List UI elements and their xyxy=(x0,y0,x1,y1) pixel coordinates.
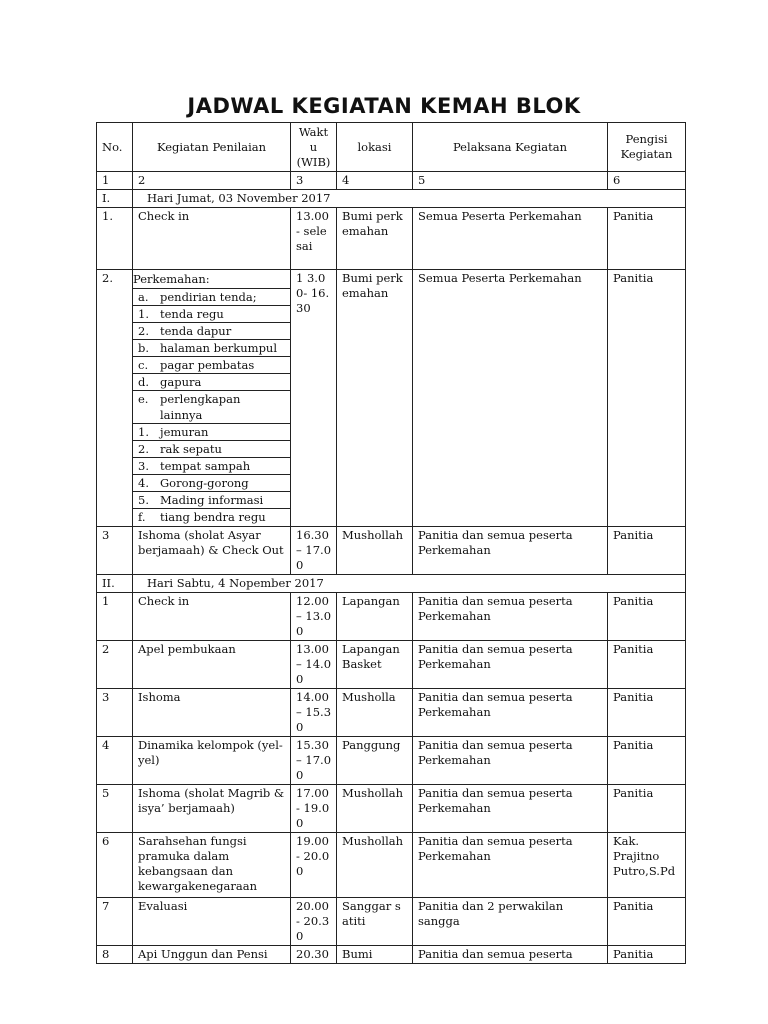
list-text: tenda dapur xyxy=(160,324,232,338)
header-kegiatan: Kegiatan Penilaian xyxy=(133,123,291,172)
list-text: perlengkapan lainnya xyxy=(160,392,241,422)
pelaksana-cell: Panitia dan semua peserta xyxy=(413,946,608,964)
pelaksana-cell: Panitia dan semua peserta Perkemahan xyxy=(413,785,608,833)
row-number: 4 xyxy=(97,737,133,785)
list-marker: c. xyxy=(138,358,149,372)
table-row xyxy=(97,270,686,527)
column-number: 6 xyxy=(608,172,686,190)
column-number: 3 xyxy=(291,172,337,190)
list-marker: b. xyxy=(138,341,150,355)
row-number: 1. xyxy=(97,208,133,270)
list-item xyxy=(133,374,290,391)
kegiatan-cell: Ishoma (sholat Asyar berjamaah) & Check Out xyxy=(133,527,291,575)
list-item xyxy=(133,458,290,475)
list-item xyxy=(133,391,290,424)
section-number: II. xyxy=(97,575,133,593)
list-item xyxy=(133,357,290,374)
row-number: 2 xyxy=(97,641,133,689)
kegiatan-detail xyxy=(133,271,290,525)
list-text: tiang bendra regu xyxy=(160,510,266,524)
list-text: Mading informasi xyxy=(160,493,264,507)
kegiatan-text: Perkemahan: xyxy=(133,271,291,289)
table-row xyxy=(97,208,686,270)
header-pelaksana: Pelaksana Kegiatan xyxy=(413,123,608,172)
list-item xyxy=(133,306,290,323)
pengisi-cell: Kak. Prajitno Putro,S.Pd xyxy=(608,833,686,898)
section-number: I. xyxy=(97,190,133,208)
pelaksana-cell: Semua Peserta Perkemahan xyxy=(413,270,608,527)
list-item xyxy=(133,509,290,525)
kegiatan-cell: Api Unggun dan Pensi xyxy=(133,946,291,964)
row-number: 7 xyxy=(97,898,133,946)
list-text: pagar pembatas xyxy=(160,358,255,372)
waktu-cell: 1 3.00- 16.30 xyxy=(291,270,337,527)
pelaksana-cell: Panitia dan 2 perwakilan sangga xyxy=(413,898,608,946)
list-marker: 4. xyxy=(138,476,149,490)
table-row xyxy=(97,898,686,946)
list-marker: e. xyxy=(138,392,149,406)
waktu-cell: 17.00 - 19.00 xyxy=(291,785,337,833)
kegiatan-cell: Apel pembukaan xyxy=(133,641,291,689)
lokasi-cell: Bumi perkemahan xyxy=(337,208,413,270)
list-text: halaman berkumpul xyxy=(160,341,278,355)
header-waktu: Wakt u (WIB) xyxy=(291,123,337,172)
page-title: JADWAL KEGIATAN KEMAH BLOK xyxy=(187,94,581,118)
list-text: gapura xyxy=(160,375,202,389)
column-number: 2 xyxy=(133,172,291,190)
column-number: 5 xyxy=(413,172,608,190)
pengisi-cell: Panitia xyxy=(608,785,686,833)
waktu-cell: 13.00 - selesai xyxy=(291,208,337,270)
lokasi-cell: Mushollah xyxy=(337,833,413,898)
list-item xyxy=(133,323,290,340)
pelaksana-cell: Panitia dan semua peserta Perkemahan xyxy=(413,833,608,898)
row-number: 3 xyxy=(97,689,133,737)
pelaksana-cell: Panitia dan semua peserta Perkemahan xyxy=(413,527,608,575)
waktu-cell: 19.00 - 20.00 xyxy=(291,833,337,898)
pelaksana-cell: Panitia dan semua peserta Perkemahan xyxy=(413,689,608,737)
list-text: Gorong-gorong xyxy=(160,476,249,490)
list-marker: 5. xyxy=(138,493,149,507)
list-marker: 1. xyxy=(138,425,149,439)
lokasi-cell: Panggung xyxy=(337,737,413,785)
pengisi-cell: Panitia xyxy=(608,898,686,946)
list-item xyxy=(133,340,290,357)
kegiatan-cell: Check in xyxy=(133,208,291,270)
kegiatan-sublist xyxy=(133,289,290,525)
pengisi-cell: Panitia xyxy=(608,689,686,737)
kegiatan-cell: Evaluasi xyxy=(133,898,291,946)
list-marker: 1. xyxy=(138,307,149,321)
table-row xyxy=(97,593,686,641)
lokasi-cell: Bumi xyxy=(337,946,413,964)
list-marker: f. xyxy=(138,510,146,524)
lokasi-cell: Mushollah xyxy=(337,785,413,833)
table-row xyxy=(97,946,686,964)
list-item xyxy=(133,475,290,492)
lokasi-cell: Lapangan xyxy=(337,593,413,641)
pengisi-cell: Panitia xyxy=(608,946,686,964)
section-label: Hari Sabtu, 4 Nopember 2017 xyxy=(133,575,686,593)
pengisi-cell: Panitia xyxy=(608,641,686,689)
list-marker: a. xyxy=(138,290,149,304)
column-number: 1 xyxy=(97,172,133,190)
row-number: 3 xyxy=(97,527,133,575)
kegiatan-cell: Sarahsehan fungsi pramuka dalam kebangsaan dan kewargakenegaraan xyxy=(133,833,291,898)
lokasi-cell: Lapangan Basket xyxy=(337,641,413,689)
pelaksana-cell: Semua Peserta Perkemahan xyxy=(413,208,608,270)
waktu-cell: 14.00 – 15.30 xyxy=(291,689,337,737)
header-lokasi: lokasi xyxy=(337,123,413,172)
section-row xyxy=(97,575,686,593)
list-item xyxy=(133,424,290,441)
list-text: tempat sampah xyxy=(160,459,251,473)
pengisi-cell: Panitia xyxy=(608,527,686,575)
list-item xyxy=(133,441,290,458)
waktu-cell: 15.30 – 17.00 xyxy=(291,737,337,785)
list-marker: d. xyxy=(138,375,150,389)
column-number: 4 xyxy=(337,172,413,190)
row-number: 6 xyxy=(97,833,133,898)
waktu-cell: 12.00 – 13.00 xyxy=(291,593,337,641)
row-number: 1 xyxy=(97,593,133,641)
header-no: No. xyxy=(97,123,133,172)
table-row xyxy=(97,833,686,898)
pengisi-cell: Panitia xyxy=(608,208,686,270)
header-pengisi: Pengisi Kegiatan xyxy=(608,123,686,172)
table-row xyxy=(97,689,686,737)
kegiatan-cell xyxy=(133,270,291,527)
pelaksana-cell: Panitia dan semua peserta Perkemahan xyxy=(413,737,608,785)
kegiatan-cell: Dinamika kelompok (yel-yel) xyxy=(133,737,291,785)
list-text: pendirian tenda; xyxy=(160,290,257,304)
row-number: 8 xyxy=(97,946,133,964)
section-row xyxy=(97,190,686,208)
pengisi-cell: Panitia xyxy=(608,593,686,641)
waktu-cell: 16.30 – 17.00 xyxy=(291,527,337,575)
waktu-cell: 20.30 xyxy=(291,946,337,964)
list-marker: 2. xyxy=(138,442,149,456)
list-text: rak sepatu xyxy=(160,442,222,456)
table-row xyxy=(97,641,686,689)
list-item xyxy=(133,289,290,306)
kegiatan-cell: Ishoma (sholat Magrib & isya’ berjamaah) xyxy=(133,785,291,833)
list-marker: 2. xyxy=(138,324,149,338)
lokasi-cell: Bumi perkemahan xyxy=(337,270,413,527)
kegiatan-cell: Check in xyxy=(133,593,291,641)
pelaksana-cell: Panitia dan semua peserta Perkemahan xyxy=(413,641,608,689)
pengisi-cell: Panitia xyxy=(608,737,686,785)
pengisi-cell: Panitia xyxy=(608,270,686,527)
table-row xyxy=(97,785,686,833)
row-number: 2. xyxy=(97,270,133,527)
table-row xyxy=(97,737,686,785)
list-item xyxy=(133,492,290,509)
waktu-cell: 13.00 – 14.00 xyxy=(291,641,337,689)
schedule-table xyxy=(96,122,686,964)
table-row xyxy=(97,527,686,575)
list-text: jemuran xyxy=(160,425,209,439)
list-marker: 3. xyxy=(138,459,149,473)
pelaksana-cell: Panitia dan semua peserta Perkemahan xyxy=(413,593,608,641)
header-row xyxy=(97,123,686,172)
lokasi-cell: Mushollah xyxy=(337,527,413,575)
list-text: tenda regu xyxy=(160,307,224,321)
kegiatan-cell: Ishoma xyxy=(133,689,291,737)
lokasi-cell: Sanggar satiti xyxy=(337,898,413,946)
waktu-cell: 20.00 - 20.30 xyxy=(291,898,337,946)
lokasi-cell: Musholla xyxy=(337,689,413,737)
column-number-row xyxy=(97,172,686,190)
row-number: 5 xyxy=(97,785,133,833)
section-label: Hari Jumat, 03 November 2017 xyxy=(133,190,686,208)
